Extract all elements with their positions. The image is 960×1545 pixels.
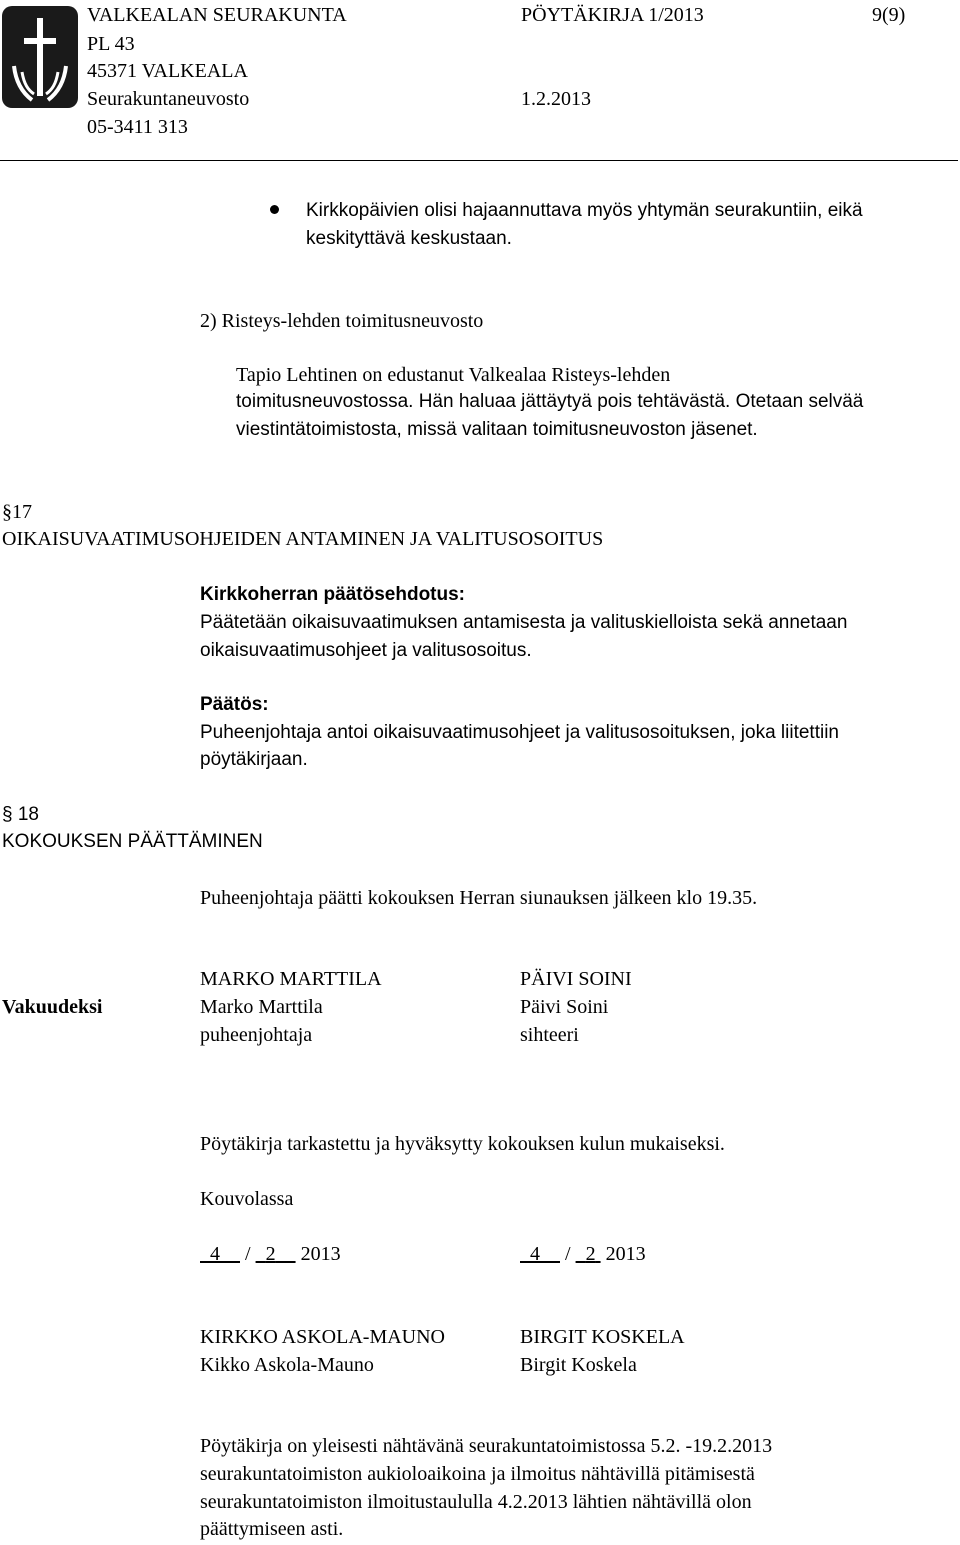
inspection-date-1: 4 / 2 2013 (210, 1243, 341, 1265)
secretary-role: sihteeri (520, 1024, 579, 1046)
chair-role: puheenjohtaja (200, 1024, 313, 1046)
church-logo (2, 6, 78, 108)
section-18-title: KOKOUKSEN PÄÄTTÄMINEN (2, 831, 263, 852)
decision-line2: pöytäkirjaan. (200, 749, 308, 770)
header-postal: 45371 VALKEALA (87, 60, 248, 82)
inspector2-caps: BIRGIT KOSKELA (520, 1326, 685, 1348)
inspector1-caps: KIRKKO ASKOLA-MAUNO (200, 1326, 445, 1348)
chair-name: Marko Marttila (200, 996, 323, 1018)
section-17-number: §17 (2, 501, 32, 523)
inspector2-name: Birgit Koskela (520, 1354, 637, 1376)
section-18-text: Puheenjohtaja päätti kokouksen Herran siunauksen jälkeen klo 19.35. (200, 887, 758, 909)
header-doc-title: PÖYTÄKIRJA 1/2013 (521, 4, 704, 26)
date2-day: 4 (530, 1243, 540, 1265)
notice-line4: päättymiseen asti. (200, 1518, 344, 1540)
section-17-title: OIKAISUVAATIMUSOHJEIDEN ANTAMINEN JA VALITUSOSOITUS (2, 528, 604, 550)
vakuudeksi-label: Vakuudeksi (2, 996, 103, 1018)
proposal-line1: Päätetään oikaisuvaatimuksen antamisesta ja valituskielloista sekä annetaan (200, 612, 848, 633)
inspection-place: Kouvolassa (200, 1188, 294, 1210)
notice-line2: seurakuntatoimiston aukioloaikoina ja ilmoitus nähtävillä pitämisestä (200, 1463, 755, 1485)
bullet-text-line1: Kirkkopäivien olisi hajaannuttava myös yhtymän seurakuntiin, eikä (306, 200, 863, 221)
decision-line1: Puheenjohtaja antoi oikaisuvaatimusohjeet ja valitusosoituksen, joka liitettiin (200, 722, 839, 743)
header-body: Seurakuntaneuvosto (87, 88, 250, 110)
bullet-text-line2: keskityttävä keskustaan. (306, 228, 512, 249)
header-divider (0, 160, 958, 161)
secretary-name-caps: PÄIVI SOINI (520, 968, 632, 990)
section-18-number: § 18 (2, 804, 39, 825)
header-pobox: PL 43 (87, 33, 135, 55)
header-date: 1.2.2013 (521, 88, 591, 110)
item2-line1: Tapio Lehtinen on edustanut Valkealaa Risteys-lehden (236, 364, 671, 386)
item2-heading: 2) Risteys-lehden toimitusneuvosto (200, 310, 484, 332)
proposal-label: Kirkkoherran päätösehdotus: (200, 584, 465, 605)
inspection-date-2: 4 / 2 2013 (530, 1243, 646, 1265)
inspection-text: Pöytäkirja tarkastettu ja hyväksytty kokouksen kulun mukaiseksi. (200, 1133, 725, 1155)
header-org: VALKEALAN SEURAKUNTA (87, 4, 347, 26)
notice-line3: seurakuntatoimiston ilmoitustaululla 4.2.2013 lähtien nähtävillä olon (200, 1491, 752, 1513)
proposal-line2: oikaisuvaatimusohjeet ja valitusosoitus. (200, 640, 532, 661)
date2-month: 2 (585, 1243, 596, 1265)
item2-line2: toimitusneuvostossa. Hän haluaa jättäytyä pois tehtävästä. Otetaan selvää (236, 391, 864, 412)
header-page-number: 9(9) (872, 4, 906, 26)
date2-year: 2013 (605, 1243, 646, 1265)
date1-year: 2013 (300, 1243, 341, 1265)
item2-line3: viestintätoimistosta, missä valitaan toimitusneuvoston jäsenet. (236, 419, 758, 440)
date1-day: 4 (210, 1243, 220, 1265)
decision-label: Päätös: (200, 694, 269, 715)
inspector1-name: Kikko Askola-Mauno (200, 1354, 374, 1376)
chair-name-caps: MARKO MARTTILA (200, 968, 382, 990)
date1-month: 2 (265, 1243, 276, 1265)
bullet-dot (270, 205, 279, 214)
secretary-name: Päivi Soini (520, 996, 609, 1018)
notice-line1: Pöytäkirja on yleisesti nähtävänä seurakuntatoimistossa 5.2. -19.2.2013 (200, 1435, 773, 1457)
header-phone: 05-3411 313 (87, 116, 188, 138)
